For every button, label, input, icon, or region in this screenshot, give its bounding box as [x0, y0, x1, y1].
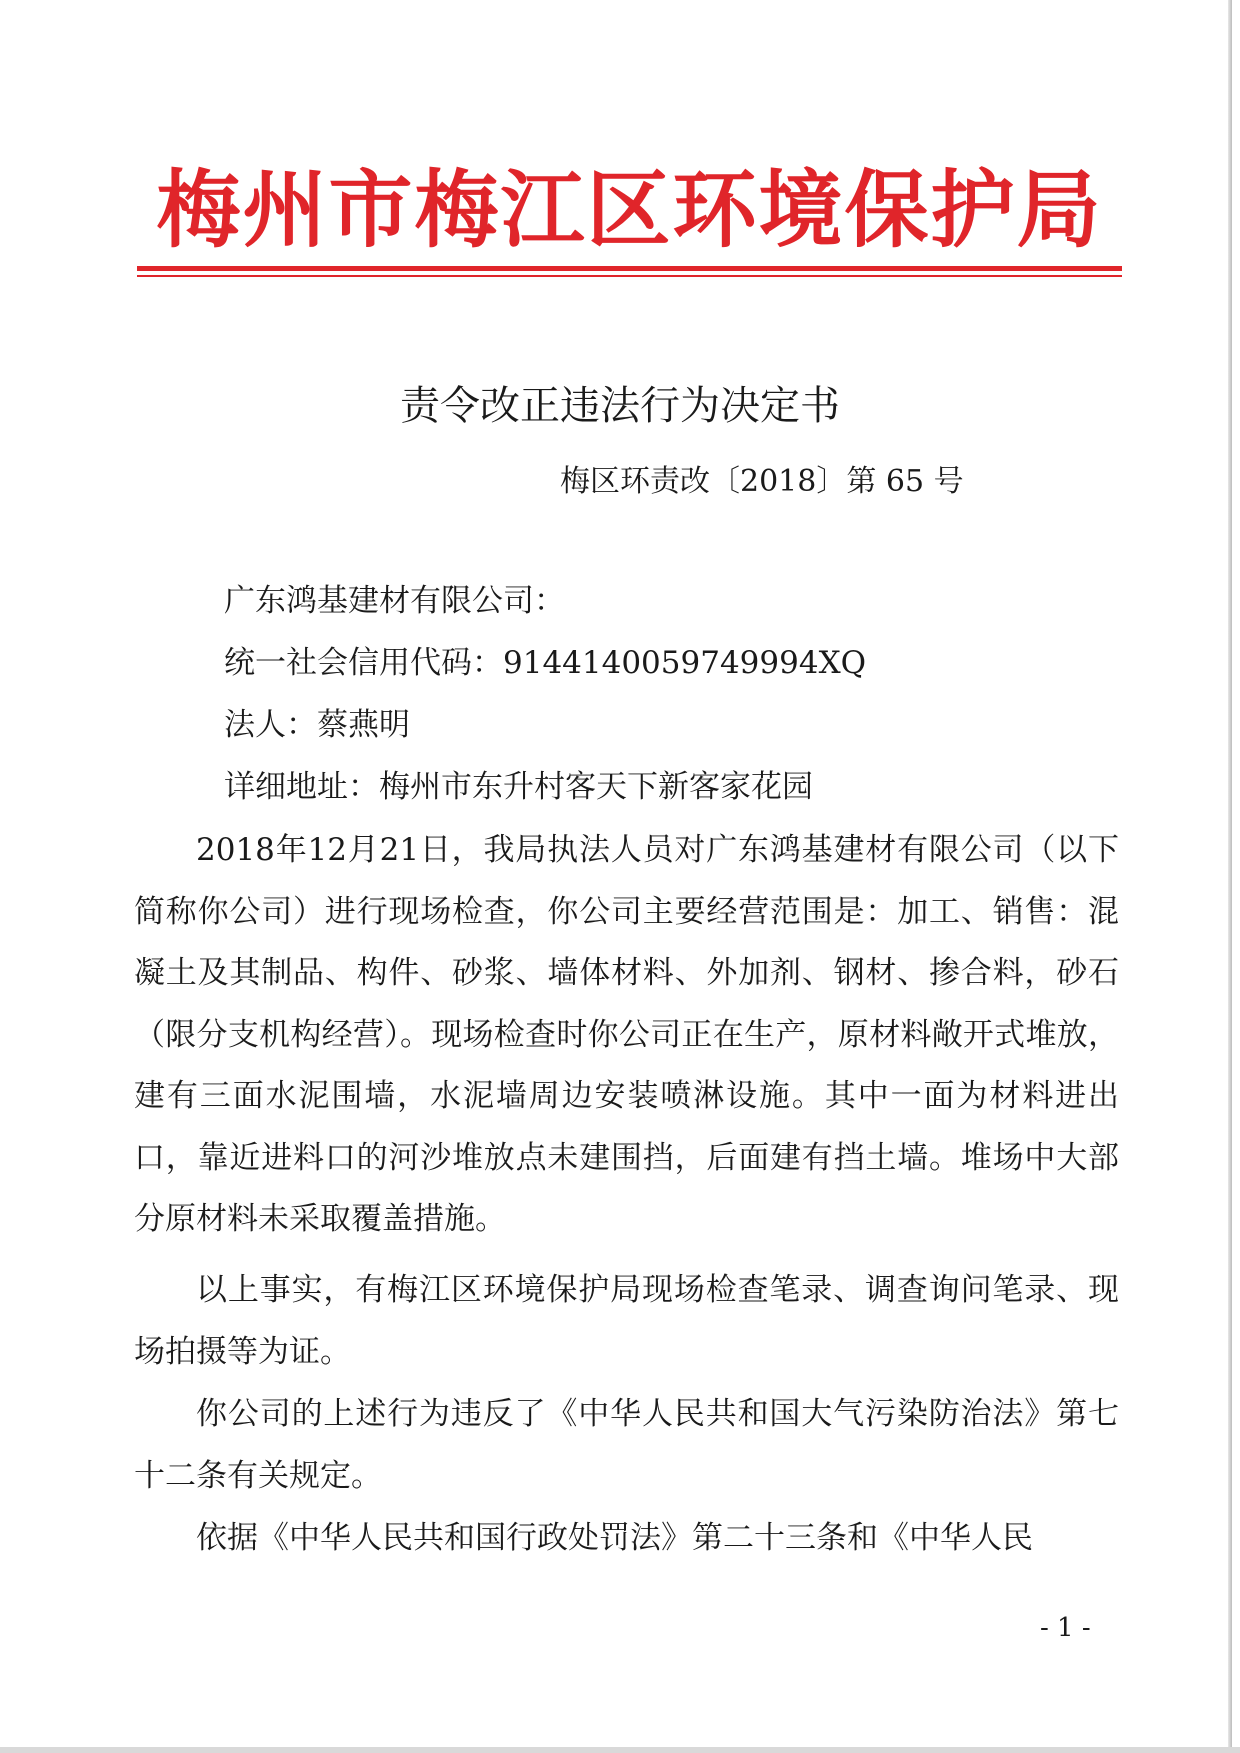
document-number: 梅区环责改〔2018〕第 65 号: [560, 464, 964, 499]
scan-edge-right: [1228, 0, 1232, 1753]
body-paragraph-basis: 依据《中华人民共和国行政处罚法》第二十三条和《中华人民: [196, 1520, 1033, 1556]
letterhead-title: 梅州市梅江区环境保护局: [156, 160, 1103, 259]
body-paragraph-violation: 你公司的上述行为违反了《中华人民共和国大气污染防治法》第七十二条有关规定。: [134, 1396, 1119, 1494]
recipient-company: 广东鸿基建材有限公司：: [224, 583, 565, 619]
recipient-legal-person: 法人：蔡燕明: [224, 707, 410, 743]
letterhead-rule-thick: [137, 266, 1122, 271]
page-number: - 1 -: [1040, 1613, 1091, 1643]
document-title: 责令改正违法行为决定书: [400, 383, 840, 429]
body-paragraph-facts: 2018年12月21日，我局执法人员对广东鸿基建材有限公司（以下简称你公司）进行现场检查，你公司主要经营范围是：加工、销售：混凝土及其制品、构件、砂浆、墙体材料、外加剂、钢材、掺合料，砂石（限分支机构经营）。现场检查时你公司正在生产，原材料敞开式堆放，建有三面水泥围墙，水泥墙周边安装喷淋设施。其中一面为材料进出口，靠近进料口的河沙堆放点未建围挡，后面建有挡土墙。堆场中大部分原材料未采取覆盖措施。: [134, 832, 1119, 1237]
scan-edge-bottom: [0, 1747, 1240, 1753]
recipient-credit-code: 统一社会信用代码：9144140059749994XQ: [224, 645, 867, 681]
letterhead-rule-thin: [137, 275, 1122, 277]
recipient-address: 详细地址：梅州市东升村客天下新客家花园: [224, 769, 813, 805]
body-paragraph-evidence: 以上事实，有梅江区环境保护局现场检查笔录、调查询问笔录、现场拍摄等为证。: [134, 1272, 1119, 1370]
